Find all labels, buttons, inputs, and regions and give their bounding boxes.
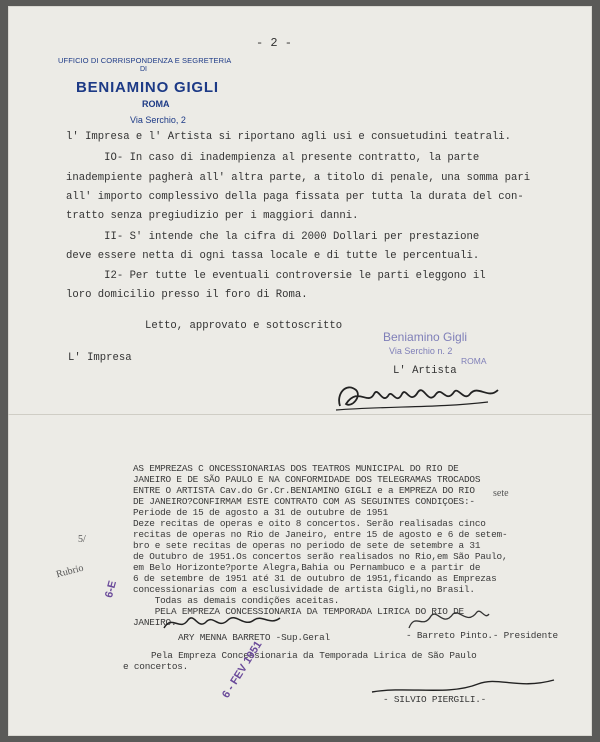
italian-line: inadempiente pagherà all' altra parte, a titolo di penale, una somma pari xyxy=(66,172,531,184)
date-stamp: 6 - FEV 1951 xyxy=(220,639,265,701)
portuguese-line: Todas as demais condições aceitas. xyxy=(133,595,340,606)
signer-menna-barreto: ARY MENNA BARRETO -Sup.Geral xyxy=(178,632,330,643)
portuguese-line: 6 de setembre de 1951 até 31 de outubro de 1951,ficando as Emprezas xyxy=(133,573,497,584)
italian-line: loro domicilio presso il foro di Roma. xyxy=(66,289,308,301)
italian-line: l' Impresa e l' Artista si riportano agli usi e consuetudini teatrali. xyxy=(66,131,512,143)
portuguese-line: recitas de operas no Rio de Janeiro, entre 15 de agosto e 6 de setem- xyxy=(133,529,508,540)
portuguese-line: AS EMPREZAS C ONCESSIONARIAS DOS TEATROS MUNICIPAL DO RIO DE xyxy=(133,463,459,474)
portuguese-line: ENTRE O ARTISTA Cav.do Gr.Cr.BENIAMINO GIGLI e a EMPREZA DO RIO xyxy=(133,485,475,496)
portuguese-line: Deze recitas de operas e oito 8 concertos. Serão realisadas cinco xyxy=(133,518,486,529)
stamp-name: Beniamino Gigli xyxy=(383,330,468,344)
portuguese-line: em Belo Horizonte?porte Alegra,Bahia ou Pernambuco e a partir de xyxy=(133,562,481,573)
margin-note-word: Rubrio xyxy=(55,562,85,581)
stamp-city: ROMA xyxy=(461,356,487,366)
portuguese-line: JANEIRO E DE SÃO PAULO E NA CONFORMIDADE DOS TELEGRAMAS TROCADOS xyxy=(133,474,481,485)
date-stamp-partial: 6-E xyxy=(103,579,120,600)
italian-line: deve essere netta di ogni tassa locale e di tutte le percentuali. xyxy=(66,250,480,262)
portuguese-line: concessionarias com a esclusividade de artista Gigli,no Brasil. xyxy=(133,584,475,595)
document-page xyxy=(8,6,592,736)
signer-barreto-pinto: - Barreto Pinto.- Presidente xyxy=(406,630,558,641)
letterhead-office: UFFICIO DI CORRISPONDENZA E SEGRETERIA xyxy=(58,56,232,65)
artista-label: L' Artista xyxy=(393,365,457,377)
portuguese-line: de Outubro de 1951.Os concertos serão realisados no Rio,em São Paulo, xyxy=(133,551,508,562)
italian-line: I2- Per tutte le eventuali controversie le parti eleggono il xyxy=(66,270,486,282)
portuguese-line: JANEIRO. xyxy=(133,617,177,628)
sao-paulo-line: Pela Empreza Concessionaria da Temporada Lirica de São Paulo xyxy=(151,650,477,661)
impresa-label: L' Impresa xyxy=(68,352,132,364)
portuguese-line: PELA EMPREZA CONCESSIONARIA DA TEMPORADA LIRICA DO RIO DE xyxy=(133,606,464,617)
italian-line: IO- In caso di inadempienza al presente contratto, la parte xyxy=(66,152,480,164)
signer-piergili: - SILVIO PIERGILI.- xyxy=(383,694,487,705)
margin-correction: sete xyxy=(493,488,509,499)
approved-line: Letto, approvato e sottoscritto xyxy=(145,320,343,332)
italian-line: tratto senza pregiudizio per i maggiori danni. xyxy=(66,210,359,222)
letterhead-city: ROMA xyxy=(142,99,170,109)
stamp-address: Via Serchio n. 2 xyxy=(389,346,453,356)
letterhead-name: BENIAMINO GIGLI xyxy=(76,79,219,96)
italian-line: II- S' intende che la cifra di 2000 Dollari per prestazione xyxy=(66,231,480,243)
portuguese-line: bro e sete recitas de operas no periodo de sete de setembre a 31 xyxy=(133,540,481,551)
italian-line: all' importo complessivo della paga fissata per tutta la durata del con- xyxy=(66,191,524,203)
letterhead-di: DI xyxy=(140,66,147,73)
portuguese-line: Periode de 15 de agosto a 31 de outubre de 1951 xyxy=(133,507,389,518)
sao-paulo-line: e concertos. xyxy=(123,661,189,672)
letterhead-address: Via Serchio, 2 xyxy=(130,115,186,125)
margin-note-number: 5/ xyxy=(78,534,86,545)
page-number: - 2 - xyxy=(256,36,293,50)
gigli-signature xyxy=(328,376,508,416)
portuguese-line: DE JANEIRO?CONFIRMAM ESTE CONTRATO COM AS SEGUINTES CONDIÇOES:- xyxy=(133,496,475,507)
